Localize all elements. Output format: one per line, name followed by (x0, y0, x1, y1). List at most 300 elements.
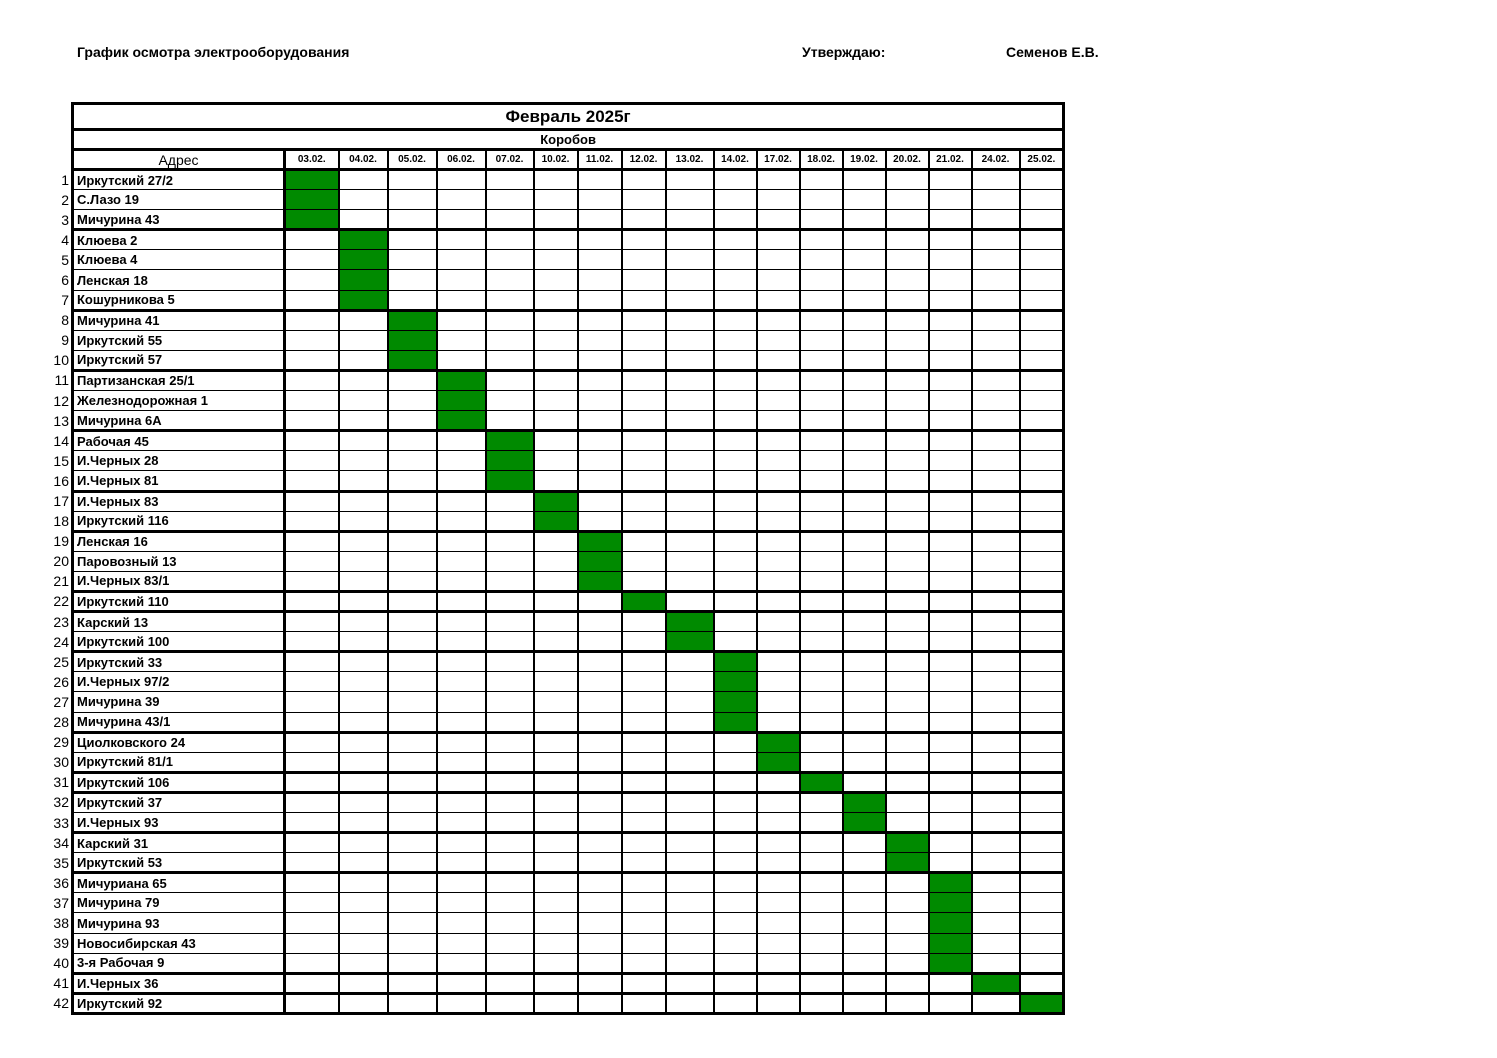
schedule-cell (285, 431, 339, 451)
schedule-cell (972, 692, 1020, 712)
schedule-cell (339, 993, 388, 1013)
scheduled-cell (437, 391, 486, 411)
schedule-cell (534, 833, 578, 853)
schedule-cell (1020, 270, 1064, 290)
schedule-cell (339, 210, 388, 230)
table-row (73, 672, 1064, 692)
schedule-cell (843, 833, 886, 853)
schedule-cell (622, 632, 666, 652)
schedule-cell (486, 370, 534, 390)
schedule-cell (843, 270, 886, 290)
schedule-cell (622, 411, 666, 431)
address-cell: Ленская 18 (73, 270, 285, 290)
schedule-cell (622, 712, 666, 732)
row-number: 33 (53, 814, 69, 831)
schedule-cell (578, 813, 622, 833)
schedule-cell (578, 732, 622, 752)
scheduled-cell (714, 692, 757, 712)
schedule-cell (486, 310, 534, 330)
schedule-cell (578, 290, 622, 310)
schedule-cell (843, 873, 886, 893)
address-cell: Иркутский 81/1 (73, 752, 285, 772)
schedule-cell (388, 973, 437, 993)
row-number: 12 (53, 392, 69, 409)
schedule-cell (843, 471, 886, 491)
schedule-cell (714, 190, 757, 210)
scheduled-cell (339, 230, 388, 250)
schedule-cell (486, 993, 534, 1013)
row-number: 23 (53, 613, 69, 630)
schedule-cell (437, 190, 486, 210)
scheduled-cell (388, 350, 437, 370)
row-number: 19 (53, 533, 69, 550)
schedule-cell (714, 833, 757, 853)
schedule-cell (622, 612, 666, 632)
schedule-cell (757, 933, 800, 953)
schedule-cell (757, 491, 800, 511)
schedule-cell (972, 853, 1020, 873)
schedule-cell (929, 752, 972, 772)
address-cell: Иркутский 37 (73, 792, 285, 812)
schedule-cell (437, 712, 486, 732)
schedule-cell (800, 330, 843, 350)
schedule-cell (714, 571, 757, 591)
schedule-cell (437, 491, 486, 511)
schedule-cell (886, 993, 929, 1013)
schedule-cell (486, 511, 534, 531)
schedule-cell (578, 451, 622, 471)
schedule-cell (285, 230, 339, 250)
schedule-cell (843, 491, 886, 511)
schedule-cell (1020, 672, 1064, 692)
person-row (73, 130, 1064, 150)
schedule-cell (622, 953, 666, 973)
scheduled-cell (388, 310, 437, 330)
schedule-cell (285, 391, 339, 411)
table-row (73, 993, 1064, 1013)
schedule-cell (285, 350, 339, 370)
schedule-cell (886, 712, 929, 732)
schedule-cell (486, 953, 534, 973)
schedule-cell (578, 250, 622, 270)
row-number: 29 (53, 734, 69, 751)
schedule-cell (757, 772, 800, 792)
schedule-cell (929, 270, 972, 290)
schedule-cell (437, 873, 486, 893)
schedule-cell (886, 471, 929, 491)
schedule-cell (339, 893, 388, 913)
date-header: 12.02. (622, 150, 666, 170)
schedule-cell (800, 993, 843, 1013)
row-number: 13 (53, 412, 69, 429)
address-cell: Мичурина 43/1 (73, 712, 285, 732)
schedule-cell (972, 752, 1020, 772)
schedule-cell (388, 270, 437, 290)
schedule-cell (757, 692, 800, 712)
person-name: Коробов (73, 130, 1064, 150)
schedule-cell (578, 270, 622, 290)
schedule-cell (929, 370, 972, 390)
date-header: 21.02. (929, 150, 972, 170)
schedule-cell (486, 491, 534, 511)
schedule-cell (486, 873, 534, 893)
schedule-cell (714, 431, 757, 451)
schedule-cell (534, 370, 578, 390)
schedule-cell (388, 190, 437, 210)
schedule-cell (714, 270, 757, 290)
schedule-cell (285, 772, 339, 792)
schedule-cell (622, 170, 666, 190)
schedule-cell (843, 190, 886, 210)
schedule-cell (437, 632, 486, 652)
schedule-cell (1020, 350, 1064, 370)
schedule-cell (339, 310, 388, 330)
schedule-cell (486, 210, 534, 230)
schedule-cell (622, 692, 666, 712)
schedule-cell (437, 310, 486, 330)
table-row (73, 612, 1064, 632)
schedule-cell (388, 290, 437, 310)
schedule-cell (437, 913, 486, 933)
schedule-cell (666, 531, 714, 551)
schedule-cell (622, 652, 666, 672)
schedule-cell (972, 632, 1020, 652)
schedule-cell (886, 431, 929, 451)
schedule-cell (437, 672, 486, 692)
schedule-cell (437, 792, 486, 812)
schedule-cell (666, 732, 714, 752)
schedule-cell (285, 853, 339, 873)
schedule-cell (666, 370, 714, 390)
date-header: 18.02. (800, 150, 843, 170)
schedule-cell (757, 471, 800, 491)
schedule-cell (886, 210, 929, 230)
schedule-cell (486, 712, 534, 732)
schedule-cell (1020, 953, 1064, 973)
schedule-cell (886, 170, 929, 190)
schedule-cell (534, 290, 578, 310)
schedule-cell (534, 712, 578, 732)
schedule-cell (486, 612, 534, 632)
schedule-cell (666, 692, 714, 712)
schedule-cell (339, 672, 388, 692)
schedule-cell (388, 170, 437, 190)
schedule-cell (666, 511, 714, 531)
schedule-cell (757, 813, 800, 833)
address-cell: 3-я Рабочая 9 (73, 953, 285, 973)
schedule-cell (714, 752, 757, 772)
schedule-cell (714, 551, 757, 571)
schedule-cell (800, 471, 843, 491)
address-cell: Карский 13 (73, 612, 285, 632)
schedule-cell (486, 652, 534, 672)
inspection-schedule-table (71, 102, 1065, 1015)
schedule-cell (1020, 853, 1064, 873)
schedule-cell (714, 391, 757, 411)
schedule-cell (929, 290, 972, 310)
schedule-cell (800, 591, 843, 611)
scheduled-cell (972, 973, 1020, 993)
schedule-cell (1020, 230, 1064, 250)
scheduled-cell (929, 933, 972, 953)
address-cell: И.Черных 81 (73, 471, 285, 491)
schedule-cell (757, 993, 800, 1013)
schedule-cell (285, 511, 339, 531)
schedule-cell (972, 270, 1020, 290)
schedule-cell (622, 531, 666, 551)
schedule-cell (339, 853, 388, 873)
schedule-cell (486, 732, 534, 752)
schedule-cell (886, 913, 929, 933)
schedule-cell (486, 632, 534, 652)
schedule-cell (534, 652, 578, 672)
row-number: 32 (53, 794, 69, 811)
schedule-cell (800, 310, 843, 330)
schedule-cell (578, 953, 622, 973)
schedule-cell (1020, 933, 1064, 953)
address-cell: Иркутский 92 (73, 993, 285, 1013)
schedule-cell (757, 913, 800, 933)
date-header: 07.02. (486, 150, 534, 170)
schedule-cell (339, 833, 388, 853)
table-row (73, 591, 1064, 611)
schedule-cell (800, 451, 843, 471)
schedule-cell (285, 571, 339, 591)
address-cell: Мичурина 41 (73, 310, 285, 330)
schedule-cell (437, 813, 486, 833)
schedule-cell (534, 531, 578, 551)
schedule-cell (843, 893, 886, 913)
schedule-cell (1020, 190, 1064, 210)
scheduled-cell (534, 511, 578, 531)
row-number: 15 (53, 452, 69, 469)
schedule-cell (622, 451, 666, 471)
schedule-cell (1020, 310, 1064, 330)
schedule-cell (388, 511, 437, 531)
schedule-cell (285, 873, 339, 893)
schedule-cell (757, 792, 800, 812)
schedule-cell (437, 772, 486, 792)
schedule-cell (714, 350, 757, 370)
schedule-cell (843, 913, 886, 933)
schedule-cell (285, 913, 339, 933)
schedule-cell (972, 350, 1020, 370)
schedule-cell (437, 270, 486, 290)
schedule-cell (1020, 250, 1064, 270)
schedule-cell (388, 250, 437, 270)
schedule-cell (972, 873, 1020, 893)
schedule-cell (666, 571, 714, 591)
schedule-cell (886, 511, 929, 531)
schedule-cell (622, 973, 666, 993)
schedule-cell (843, 531, 886, 551)
schedule-cell (486, 913, 534, 933)
scheduled-cell (285, 170, 339, 190)
schedule-cell (800, 551, 843, 571)
schedule-cell (578, 230, 622, 250)
row-number: 26 (53, 673, 69, 690)
schedule-cell (843, 391, 886, 411)
schedule-cell (622, 391, 666, 411)
row-number: 22 (53, 593, 69, 610)
address-cell: Мичурина 79 (73, 893, 285, 913)
schedule-cell (972, 170, 1020, 190)
schedule-cell (388, 772, 437, 792)
schedule-cell (285, 632, 339, 652)
schedule-cell (285, 973, 339, 993)
row-number: 25 (53, 653, 69, 670)
scheduled-cell (757, 732, 800, 752)
schedule-cell (486, 752, 534, 772)
schedule-cell (1020, 772, 1064, 792)
schedule-cell (714, 591, 757, 611)
schedule-cell (534, 571, 578, 591)
schedule-cell (929, 310, 972, 330)
schedule-cell (843, 933, 886, 953)
schedule-cell (929, 210, 972, 230)
schedule-cell (285, 370, 339, 390)
schedule-cell (437, 210, 486, 230)
address-cell: Мичуриана 65 (73, 873, 285, 893)
schedule-cell (843, 652, 886, 672)
schedule-cell (666, 491, 714, 511)
schedule-cell (1020, 833, 1064, 853)
address-cell: Иркутский 106 (73, 772, 285, 792)
schedule-cell (972, 652, 1020, 672)
schedule-cell (800, 632, 843, 652)
schedule-cell (534, 672, 578, 692)
schedule-cell (578, 170, 622, 190)
schedule-cell (800, 833, 843, 853)
schedule-cell (843, 632, 886, 652)
schedule-cell (1020, 632, 1064, 652)
schedule-cell (534, 310, 578, 330)
approver-name: Семенов Е.В. (1006, 44, 1099, 60)
schedule-cell (757, 270, 800, 290)
schedule-cell (929, 993, 972, 1013)
schedule-cell (578, 752, 622, 772)
schedule-cell (714, 993, 757, 1013)
schedule-cell (714, 310, 757, 330)
schedule-cell (929, 571, 972, 591)
schedule-cell (843, 551, 886, 571)
schedule-cell (1020, 531, 1064, 551)
row-number: 14 (53, 432, 69, 449)
schedule-cell (1020, 973, 1064, 993)
schedule-cell (622, 913, 666, 933)
schedule-cell (1020, 732, 1064, 752)
schedule-cell (757, 632, 800, 652)
table-row (73, 692, 1064, 712)
schedule-cell (666, 210, 714, 230)
schedule-cell (285, 451, 339, 471)
schedule-cell (388, 210, 437, 230)
schedule-cell (1020, 712, 1064, 732)
schedule-cell (339, 350, 388, 370)
schedule-cell (285, 290, 339, 310)
address-cell: И.Черных 93 (73, 813, 285, 833)
schedule-cell (534, 973, 578, 993)
schedule-cell (886, 270, 929, 290)
address-cell: Новосибирская 43 (73, 933, 285, 953)
schedule-cell (800, 672, 843, 692)
row-number: 36 (53, 874, 69, 891)
schedule-cell (666, 391, 714, 411)
schedule-cell (486, 692, 534, 712)
schedule-cell (437, 230, 486, 250)
table-row (73, 391, 1064, 411)
schedule-cell (757, 411, 800, 431)
schedule-cell (285, 993, 339, 1013)
schedule-cell (929, 833, 972, 853)
schedule-cell (388, 632, 437, 652)
schedule-cell (843, 451, 886, 471)
schedule-cell (972, 672, 1020, 692)
row-number: 37 (53, 894, 69, 911)
schedule-cell (666, 270, 714, 290)
schedule-cell (972, 230, 1020, 250)
schedule-cell (843, 612, 886, 632)
month-row (73, 104, 1064, 130)
schedule-cell (578, 210, 622, 230)
row-number: 9 (61, 332, 69, 349)
date-header: 10.02. (534, 150, 578, 170)
table-row (73, 431, 1064, 451)
row-number: 1 (61, 171, 69, 188)
schedule-cell (843, 310, 886, 330)
dates-row (73, 150, 1064, 170)
schedule-cell (800, 571, 843, 591)
schedule-cell (843, 210, 886, 230)
schedule-cell (666, 290, 714, 310)
schedule-cell (972, 411, 1020, 431)
schedule-cell (285, 250, 339, 270)
schedule-cell (486, 270, 534, 290)
schedule-cell (622, 792, 666, 812)
schedule-cell (757, 612, 800, 632)
schedule-cell (843, 250, 886, 270)
schedule-cell (800, 792, 843, 812)
schedule-cell (800, 270, 843, 290)
schedule-cell (486, 933, 534, 953)
schedule-cell (666, 933, 714, 953)
schedule-cell (622, 190, 666, 210)
scheduled-cell (486, 451, 534, 471)
schedule-cell (285, 813, 339, 833)
schedule-cell (843, 953, 886, 973)
schedule-cell (929, 491, 972, 511)
schedule-cell (800, 190, 843, 210)
schedule-cell (714, 873, 757, 893)
schedule-cell (886, 190, 929, 210)
scheduled-cell (339, 250, 388, 270)
schedule-cell (578, 993, 622, 1013)
schedule-cell (843, 712, 886, 732)
schedule-cell (886, 652, 929, 672)
row-number: 27 (53, 693, 69, 710)
schedule-cell (578, 310, 622, 330)
date-header: 20.02. (886, 150, 929, 170)
schedule-cell (339, 451, 388, 471)
schedule-cell (972, 893, 1020, 913)
address-cell: И.Черных 83 (73, 491, 285, 511)
address-cell: Мичурина 93 (73, 913, 285, 933)
schedule-cell (1020, 813, 1064, 833)
schedule-cell (1020, 370, 1064, 390)
row-number: 30 (53, 754, 69, 771)
schedule-cell (339, 792, 388, 812)
schedule-cell (285, 310, 339, 330)
